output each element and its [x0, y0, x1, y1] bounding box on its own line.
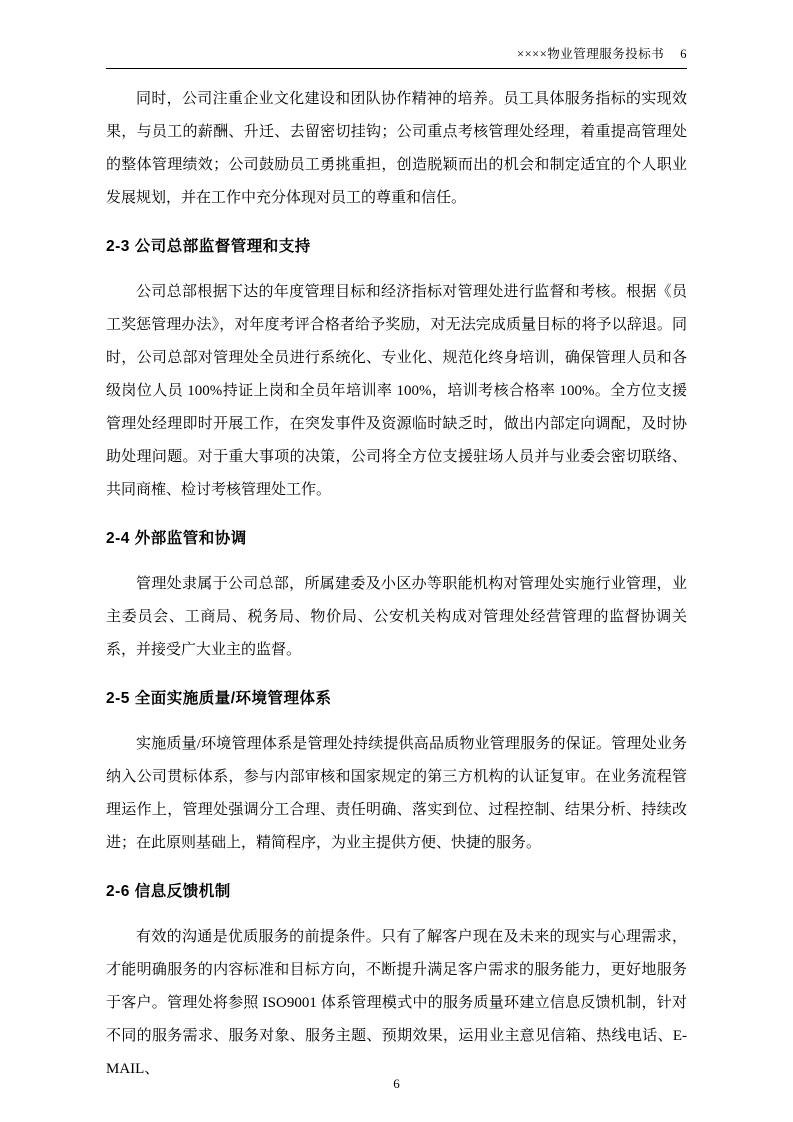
paragraph-2-4: 管理处隶属于公司总部，所属建委及小区办等职能机构对管理处实施行业管理，业主委员会、工商局、税务局、物价局、公安机关构成对管理处经营管理的监督协调关系，并接受广大业主的监督。: [106, 576, 687, 658]
header-title: ××××物业管理服务投标书: [517, 47, 665, 61]
section-heading-2-3: 2-3 公司总部监督管理和支持: [106, 238, 311, 255]
section-heading-2-5: 2-5 全面实施质量/环境管理体系: [106, 690, 332, 707]
paragraph-2-3: 公司总部根据下达的年度管理目标和经济指标对管理处进行监督和考核。根据《员工奖惩管理办法》，对年度考评合格者给予奖励，对无法完成质量目标的将予以辞退。同时，公司总部对管理处全员进行系统化、专业化、规范化终身培训，确保管理人员和各级岗位人员 100%持证上岗和全员年培训率 100%，培训考核合格率 100%。全方位支援管理处经理即时开展工作，在突发事件及资源临时缺乏时，做出内部定向调配，及时协助处理问题。对于重大事项的决策，公司将全方位支援驻场人员并与业委会密切联络、共同商榷、检讨考核管理处工作。: [106, 284, 687, 498]
document-body: [106, 83, 687, 1086]
header-page-number: 6: [680, 47, 687, 61]
section-heading-2-6: 2-6 信息反馈机制: [106, 883, 231, 900]
paragraph-2-6: 有效的沟通是优质服务的前提条件。只有了解客户现在及未来的现实与心理需求，才能明确服务的内容标准和目标方向，不断提升满足客户需求的服务能力，更好地服务于客户。管理处将参照 ISO9001 体系管理模式中的服务质量环建立信息反馈机制，针对不同的服务需求、服务对象、服务主题、预期效果，运用业主意见信箱、热线电话、E-MAIL、: [106, 929, 687, 1077]
page-footer: [0, 1076, 793, 1092]
section-heading-2-4: 2-4 外部监管和协调: [106, 530, 247, 547]
page-header: [106, 44, 687, 69]
paragraph-intro: 同时，公司注重企业文化建设和团队协作精神的培养。员工具体服务指标的实现效果，与员工的薪酬、升迁、去留密切挂钩；公司重点考核管理处经理，着重提高管理处的整体管理绩效；公司鼓励员工勇挑重担，创造脱颖而出的机会和制定适宜的个人职业发展规划，并在工作中充分体现对员工的尊重和信任。: [106, 91, 687, 206]
paragraph-2-5: 实施质量/环境管理体系是管理处持续提供高品质物业管理服务的保证。管理处业务纳入公司贯标体系，参与内部审核和国家规定的第三方机构的认证复审。在业务流程管理运作上，管理处强调分工合理、责任明确、落实到位、过程控制、结果分析、持续改进；在此原则基础上，精简程序，为业主提供方便、快捷的服务。: [106, 736, 687, 851]
footer-page-number: 6: [393, 1076, 400, 1091]
